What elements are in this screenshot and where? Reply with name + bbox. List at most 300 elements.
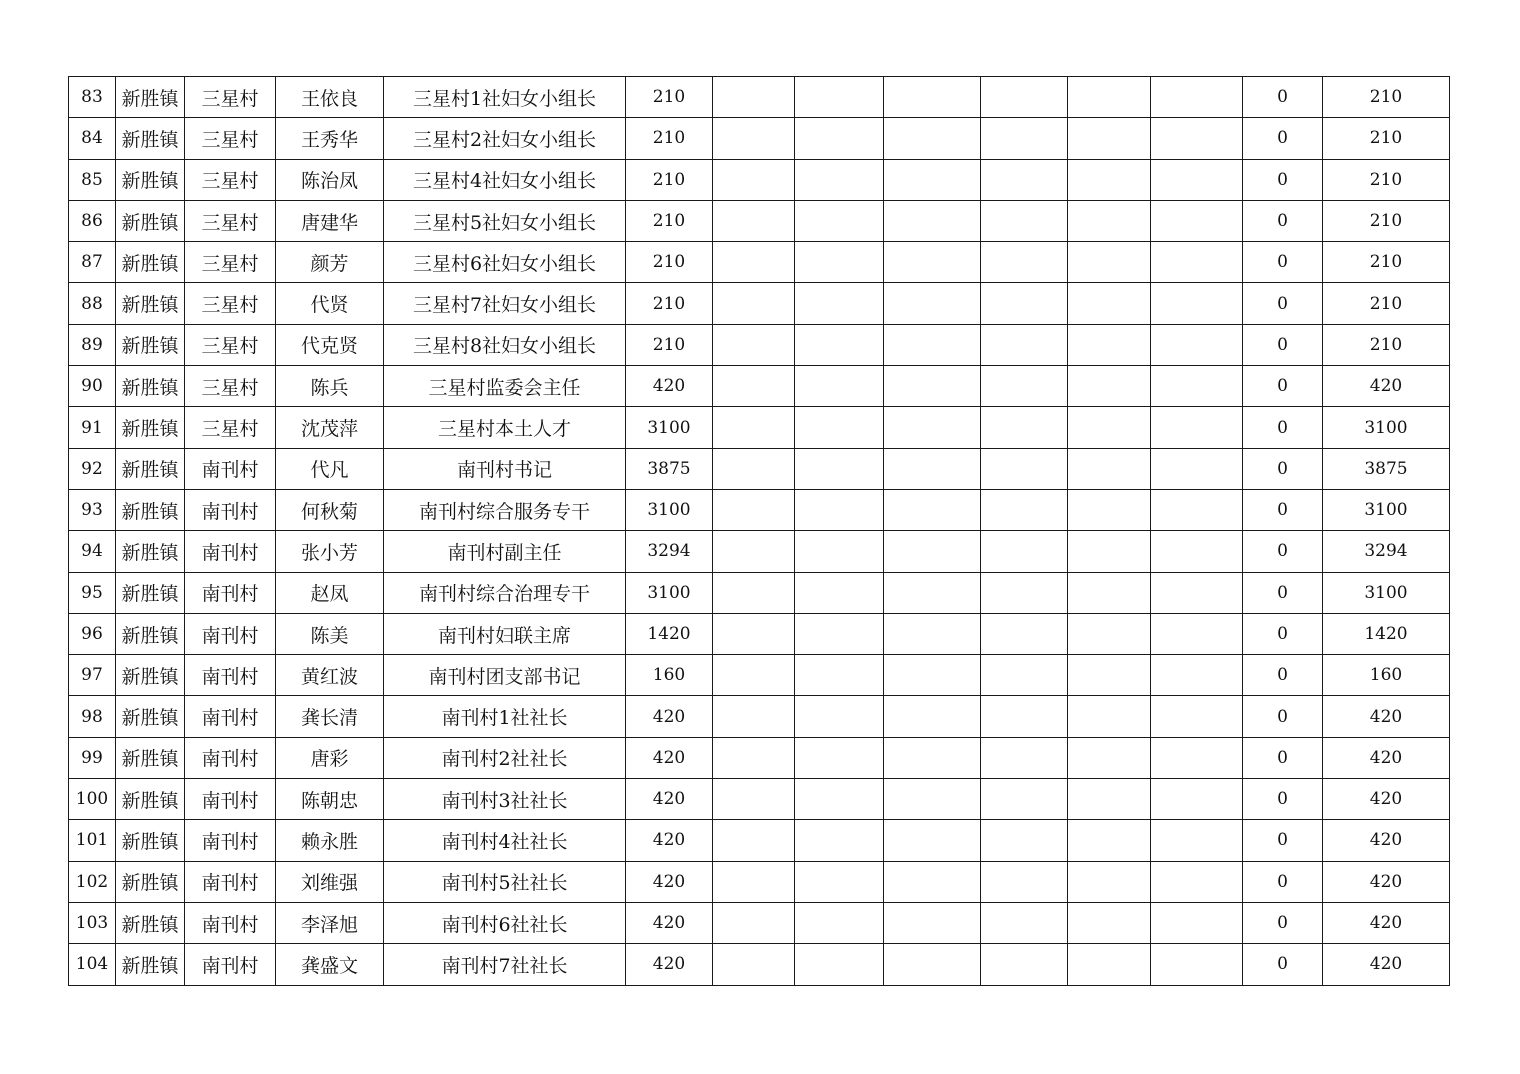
town-cell: 新胜镇 <box>116 242 185 283</box>
empty-cell <box>1068 655 1151 696</box>
empty-cell <box>1151 737 1243 778</box>
person-name-cell: 代凡 <box>276 448 384 489</box>
person-name-cell: 颜芳 <box>276 242 384 283</box>
village-cell: 三星村 <box>185 366 276 407</box>
person-name-cell: 陈美 <box>276 613 384 654</box>
row-number: 95 <box>69 572 116 613</box>
empty-cell <box>981 324 1068 365</box>
empty-cell <box>1068 324 1151 365</box>
amount-cell: 210 <box>626 77 713 118</box>
empty-cell <box>795 159 884 200</box>
village-cell: 南刊村 <box>185 737 276 778</box>
person-name-cell: 赖永胜 <box>276 820 384 861</box>
position-cell: 三星村2社妇女小组长 <box>384 118 626 159</box>
empty-cell <box>884 779 981 820</box>
position-cell: 三星村本土人才 <box>384 407 626 448</box>
empty-cell <box>1151 779 1243 820</box>
empty-cell <box>884 944 981 985</box>
empty-cell <box>795 324 884 365</box>
empty-cell <box>1068 448 1151 489</box>
table-row <box>69 489 1450 530</box>
row-number: 97 <box>69 655 116 696</box>
empty-cell <box>981 283 1068 324</box>
deduction-cell: 0 <box>1243 448 1323 489</box>
town-cell: 新胜镇 <box>116 489 185 530</box>
subsidy-table <box>68 76 1450 986</box>
empty-cell <box>1068 118 1151 159</box>
empty-cell <box>981 531 1068 572</box>
empty-cell <box>795 489 884 530</box>
empty-cell <box>795 118 884 159</box>
empty-cell <box>713 696 795 737</box>
village-cell: 南刊村 <box>185 902 276 943</box>
empty-cell <box>1068 200 1151 241</box>
empty-cell <box>713 324 795 365</box>
empty-cell <box>1151 283 1243 324</box>
empty-cell <box>713 655 795 696</box>
deduction-cell: 0 <box>1243 366 1323 407</box>
total-cell: 420 <box>1323 902 1450 943</box>
empty-cell <box>713 283 795 324</box>
empty-cell <box>713 531 795 572</box>
table-row <box>69 200 1450 241</box>
town-cell: 新胜镇 <box>116 324 185 365</box>
person-name-cell: 唐彩 <box>276 737 384 778</box>
row-number: 93 <box>69 489 116 530</box>
position-cell: 南刊村妇联主席 <box>384 613 626 654</box>
table-row <box>69 902 1450 943</box>
row-number: 89 <box>69 324 116 365</box>
town-cell: 新胜镇 <box>116 572 185 613</box>
empty-cell <box>795 407 884 448</box>
empty-cell <box>795 861 884 902</box>
total-cell: 210 <box>1323 324 1450 365</box>
person-name-cell: 龚长清 <box>276 696 384 737</box>
empty-cell <box>981 902 1068 943</box>
empty-cell <box>1151 613 1243 654</box>
empty-cell <box>1151 655 1243 696</box>
amount-cell: 210 <box>626 159 713 200</box>
village-cell: 南刊村 <box>185 489 276 530</box>
total-cell: 210 <box>1323 200 1450 241</box>
amount-cell: 210 <box>626 118 713 159</box>
amount-cell: 210 <box>626 200 713 241</box>
table-row <box>69 779 1450 820</box>
empty-cell <box>884 448 981 489</box>
deduction-cell: 0 <box>1243 696 1323 737</box>
deduction-cell: 0 <box>1243 407 1323 448</box>
deduction-cell: 0 <box>1243 820 1323 861</box>
row-number: 92 <box>69 448 116 489</box>
empty-cell <box>713 159 795 200</box>
empty-cell <box>981 696 1068 737</box>
table-row <box>69 613 1450 654</box>
empty-cell <box>1068 489 1151 530</box>
position-cell: 三星村1社妇女小组长 <box>384 77 626 118</box>
empty-cell <box>981 737 1068 778</box>
empty-cell <box>981 489 1068 530</box>
deduction-cell: 0 <box>1243 77 1323 118</box>
position-cell: 三星村8社妇女小组长 <box>384 324 626 365</box>
total-cell: 210 <box>1323 118 1450 159</box>
deduction-cell: 0 <box>1243 324 1323 365</box>
row-number: 91 <box>69 407 116 448</box>
village-cell: 南刊村 <box>185 448 276 489</box>
empty-cell <box>795 779 884 820</box>
table-row <box>69 861 1450 902</box>
total-cell: 420 <box>1323 779 1450 820</box>
empty-cell <box>713 861 795 902</box>
person-name-cell: 陈兵 <box>276 366 384 407</box>
row-number: 86 <box>69 200 116 241</box>
total-cell: 420 <box>1323 861 1450 902</box>
empty-cell <box>1151 242 1243 283</box>
empty-cell <box>713 200 795 241</box>
empty-cell <box>981 366 1068 407</box>
town-cell: 新胜镇 <box>116 366 185 407</box>
empty-cell <box>1068 696 1151 737</box>
deduction-cell: 0 <box>1243 902 1323 943</box>
empty-cell <box>1068 159 1151 200</box>
town-cell: 新胜镇 <box>116 655 185 696</box>
empty-cell <box>1068 242 1151 283</box>
total-cell: 420 <box>1323 366 1450 407</box>
empty-cell <box>1151 118 1243 159</box>
empty-cell <box>795 366 884 407</box>
person-name-cell: 龚盛文 <box>276 944 384 985</box>
empty-cell <box>713 366 795 407</box>
table-row <box>69 283 1450 324</box>
empty-cell <box>713 902 795 943</box>
amount-cell: 420 <box>626 696 713 737</box>
empty-cell <box>1068 283 1151 324</box>
empty-cell <box>713 242 795 283</box>
town-cell: 新胜镇 <box>116 531 185 572</box>
total-cell: 3100 <box>1323 572 1450 613</box>
deduction-cell: 0 <box>1243 242 1323 283</box>
position-cell: 南刊村7社社长 <box>384 944 626 985</box>
total-cell: 3294 <box>1323 531 1450 572</box>
empty-cell <box>1068 902 1151 943</box>
table-row <box>69 820 1450 861</box>
amount-cell: 420 <box>626 902 713 943</box>
village-cell: 南刊村 <box>185 655 276 696</box>
empty-cell <box>1151 944 1243 985</box>
empty-cell <box>981 407 1068 448</box>
empty-cell <box>713 118 795 159</box>
deduction-cell: 0 <box>1243 489 1323 530</box>
empty-cell <box>1068 572 1151 613</box>
empty-cell <box>884 77 981 118</box>
village-cell: 南刊村 <box>185 820 276 861</box>
amount-cell: 420 <box>626 861 713 902</box>
empty-cell <box>1068 77 1151 118</box>
empty-cell <box>713 448 795 489</box>
amount-cell: 3100 <box>626 489 713 530</box>
empty-cell <box>1151 366 1243 407</box>
empty-cell <box>795 613 884 654</box>
empty-cell <box>795 283 884 324</box>
town-cell: 新胜镇 <box>116 118 185 159</box>
table-row <box>69 448 1450 489</box>
village-cell: 三星村 <box>185 200 276 241</box>
town-cell: 新胜镇 <box>116 613 185 654</box>
row-number: 103 <box>69 902 116 943</box>
empty-cell <box>884 902 981 943</box>
empty-cell <box>884 407 981 448</box>
empty-cell <box>795 902 884 943</box>
amount-cell: 420 <box>626 779 713 820</box>
empty-cell <box>981 655 1068 696</box>
person-name-cell: 黄红波 <box>276 655 384 696</box>
village-cell: 南刊村 <box>185 531 276 572</box>
empty-cell <box>1068 944 1151 985</box>
empty-cell <box>795 531 884 572</box>
deduction-cell: 0 <box>1243 572 1323 613</box>
empty-cell <box>981 200 1068 241</box>
amount-cell: 420 <box>626 944 713 985</box>
amount-cell: 420 <box>626 366 713 407</box>
row-number: 100 <box>69 779 116 820</box>
table-row <box>69 572 1450 613</box>
empty-cell <box>1151 324 1243 365</box>
village-cell: 南刊村 <box>185 861 276 902</box>
empty-cell <box>795 77 884 118</box>
empty-cell <box>713 77 795 118</box>
total-cell: 1420 <box>1323 613 1450 654</box>
person-name-cell: 王依良 <box>276 77 384 118</box>
amount-cell: 420 <box>626 820 713 861</box>
deduction-cell: 0 <box>1243 779 1323 820</box>
deduction-cell: 0 <box>1243 655 1323 696</box>
deduction-cell: 0 <box>1243 159 1323 200</box>
empty-cell <box>795 448 884 489</box>
total-cell: 3100 <box>1323 407 1450 448</box>
empty-cell <box>981 77 1068 118</box>
position-cell: 南刊村综合治理专干 <box>384 572 626 613</box>
empty-cell <box>981 944 1068 985</box>
table-row <box>69 159 1450 200</box>
total-cell: 420 <box>1323 737 1450 778</box>
empty-cell <box>884 696 981 737</box>
empty-cell <box>1151 159 1243 200</box>
deduction-cell: 0 <box>1243 200 1323 241</box>
amount-cell: 210 <box>626 324 713 365</box>
position-cell: 南刊村6社社长 <box>384 902 626 943</box>
position-cell: 南刊村书记 <box>384 448 626 489</box>
empty-cell <box>1151 902 1243 943</box>
empty-cell <box>1151 407 1243 448</box>
village-cell: 南刊村 <box>185 779 276 820</box>
village-cell: 三星村 <box>185 77 276 118</box>
person-name-cell: 陈朝忠 <box>276 779 384 820</box>
deduction-cell: 0 <box>1243 944 1323 985</box>
person-name-cell: 唐建华 <box>276 200 384 241</box>
row-number: 96 <box>69 613 116 654</box>
empty-cell <box>1151 77 1243 118</box>
empty-cell <box>884 737 981 778</box>
village-cell: 南刊村 <box>185 696 276 737</box>
empty-cell <box>795 696 884 737</box>
town-cell: 新胜镇 <box>116 861 185 902</box>
deduction-cell: 0 <box>1243 118 1323 159</box>
empty-cell <box>1151 820 1243 861</box>
person-name-cell: 沈茂萍 <box>276 407 384 448</box>
empty-cell <box>1068 820 1151 861</box>
deduction-cell: 0 <box>1243 613 1323 654</box>
empty-cell <box>795 820 884 861</box>
row-number: 87 <box>69 242 116 283</box>
village-cell: 三星村 <box>185 283 276 324</box>
amount-cell: 3100 <box>626 572 713 613</box>
empty-cell <box>795 572 884 613</box>
empty-cell <box>884 489 981 530</box>
position-cell: 三星村4社妇女小组长 <box>384 159 626 200</box>
person-name-cell: 张小芳 <box>276 531 384 572</box>
total-cell: 420 <box>1323 696 1450 737</box>
table-row <box>69 531 1450 572</box>
table-row <box>69 366 1450 407</box>
empty-cell <box>1151 200 1243 241</box>
row-number: 94 <box>69 531 116 572</box>
row-number: 85 <box>69 159 116 200</box>
total-cell: 420 <box>1323 944 1450 985</box>
empty-cell <box>981 118 1068 159</box>
empty-cell <box>1068 407 1151 448</box>
empty-cell <box>1151 861 1243 902</box>
empty-cell <box>713 820 795 861</box>
row-number: 84 <box>69 118 116 159</box>
empty-cell <box>884 820 981 861</box>
person-name-cell: 何秋菊 <box>276 489 384 530</box>
total-cell: 420 <box>1323 820 1450 861</box>
village-cell: 三星村 <box>185 118 276 159</box>
position-cell: 三星村7社妇女小组长 <box>384 283 626 324</box>
deduction-cell: 0 <box>1243 283 1323 324</box>
town-cell: 新胜镇 <box>116 820 185 861</box>
row-number: 99 <box>69 737 116 778</box>
empty-cell <box>884 200 981 241</box>
total-cell: 210 <box>1323 242 1450 283</box>
empty-cell <box>1068 366 1151 407</box>
position-cell: 南刊村综合服务专干 <box>384 489 626 530</box>
person-name-cell: 刘维强 <box>276 861 384 902</box>
position-cell: 三星村5社妇女小组长 <box>384 200 626 241</box>
empty-cell <box>1151 489 1243 530</box>
town-cell: 新胜镇 <box>116 77 185 118</box>
empty-cell <box>1068 531 1151 572</box>
position-cell: 南刊村5社社长 <box>384 861 626 902</box>
empty-cell <box>795 655 884 696</box>
town-cell: 新胜镇 <box>116 779 185 820</box>
empty-cell <box>1151 448 1243 489</box>
row-number: 90 <box>69 366 116 407</box>
table-row <box>69 696 1450 737</box>
town-cell: 新胜镇 <box>116 902 185 943</box>
amount-cell: 1420 <box>626 613 713 654</box>
position-cell: 南刊村团支部书记 <box>384 655 626 696</box>
position-cell: 南刊村4社社长 <box>384 820 626 861</box>
empty-cell <box>981 820 1068 861</box>
empty-cell <box>884 118 981 159</box>
empty-cell <box>884 366 981 407</box>
person-name-cell: 李泽旭 <box>276 902 384 943</box>
position-cell: 南刊村副主任 <box>384 531 626 572</box>
deduction-cell: 0 <box>1243 531 1323 572</box>
total-cell: 210 <box>1323 159 1450 200</box>
village-cell: 南刊村 <box>185 613 276 654</box>
empty-cell <box>1068 737 1151 778</box>
position-cell: 南刊村1社社长 <box>384 696 626 737</box>
empty-cell <box>884 242 981 283</box>
empty-cell <box>981 159 1068 200</box>
village-cell: 三星村 <box>185 407 276 448</box>
amount-cell: 210 <box>626 242 713 283</box>
empty-cell <box>884 572 981 613</box>
deduction-cell: 0 <box>1243 861 1323 902</box>
person-name-cell: 陈治凤 <box>276 159 384 200</box>
position-cell: 南刊村3社社长 <box>384 779 626 820</box>
town-cell: 新胜镇 <box>116 407 185 448</box>
empty-cell <box>1151 696 1243 737</box>
empty-cell <box>884 324 981 365</box>
row-number: 88 <box>69 283 116 324</box>
total-cell: 160 <box>1323 655 1450 696</box>
empty-cell <box>981 242 1068 283</box>
table-row <box>69 655 1450 696</box>
empty-cell <box>884 861 981 902</box>
person-name-cell: 赵凤 <box>276 572 384 613</box>
empty-cell <box>1068 779 1151 820</box>
table-row <box>69 324 1450 365</box>
empty-cell <box>713 737 795 778</box>
amount-cell: 210 <box>626 283 713 324</box>
total-cell: 210 <box>1323 77 1450 118</box>
person-name-cell: 代贤 <box>276 283 384 324</box>
deduction-cell: 0 <box>1243 737 1323 778</box>
town-cell: 新胜镇 <box>116 737 185 778</box>
empty-cell <box>713 613 795 654</box>
village-cell: 南刊村 <box>185 572 276 613</box>
empty-cell <box>1151 572 1243 613</box>
town-cell: 新胜镇 <box>116 200 185 241</box>
person-name-cell: 王秀华 <box>276 118 384 159</box>
empty-cell <box>1151 531 1243 572</box>
empty-cell <box>981 861 1068 902</box>
empty-cell <box>884 613 981 654</box>
person-name-cell: 代克贤 <box>276 324 384 365</box>
empty-cell <box>713 944 795 985</box>
row-number: 102 <box>69 861 116 902</box>
empty-cell <box>1068 861 1151 902</box>
empty-cell <box>884 159 981 200</box>
village-cell: 三星村 <box>185 324 276 365</box>
empty-cell <box>1068 613 1151 654</box>
total-cell: 3100 <box>1323 489 1450 530</box>
empty-cell <box>713 779 795 820</box>
table-row <box>69 118 1450 159</box>
row-number: 83 <box>69 77 116 118</box>
row-number: 98 <box>69 696 116 737</box>
town-cell: 新胜镇 <box>116 159 185 200</box>
table-body <box>69 77 1450 986</box>
empty-cell <box>795 200 884 241</box>
position-cell: 三星村6社妇女小组长 <box>384 242 626 283</box>
empty-cell <box>884 283 981 324</box>
village-cell: 三星村 <box>185 159 276 200</box>
empty-cell <box>981 779 1068 820</box>
empty-cell <box>713 407 795 448</box>
